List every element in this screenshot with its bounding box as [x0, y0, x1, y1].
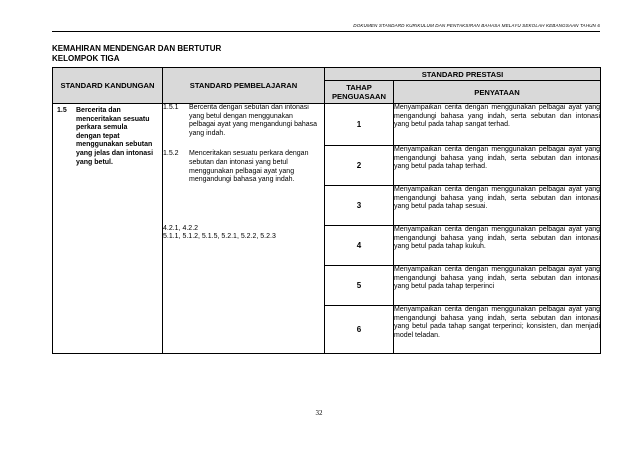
sp-code: 1.5.1	[163, 104, 179, 111]
header-rule	[52, 31, 600, 32]
level-number: 5	[325, 266, 394, 306]
standard-pembelajaran-cell	[163, 104, 325, 354]
level-number: 4	[325, 226, 394, 266]
sp-code: 1.5.2	[163, 150, 179, 158]
level-description: Menyampaikan cerita dengan menggunakan pelbagai ayat yang mengandungi bahasa yang indah, serta sebutan dan intonasi yang betul pada tahap sesuai.	[394, 186, 601, 226]
header-tahap-penguasaan: TAHAP PENGUASAAN	[325, 81, 394, 104]
level-description: Menyampaikan cerita dengan menggunakan pelbagai ayat yang mengandungi bahasa yang indah, serta sebutan dan intonasi yang betul pada tahap sangat terhad.	[394, 104, 601, 146]
document-header: DOKUMEN STANDARD KURIKULUM DAN PENTAKSIRAN BAHASA MELAYU SEKOLAH KEBANGSAAN TAHUN 6	[353, 23, 600, 28]
title-line-2: KELOMPOK TIGA	[52, 54, 120, 63]
references-line-2: 5.1.1, 5.1.2, 5.1.5, 5.2.1, 5.2.2, 5.2.3	[163, 233, 276, 241]
standards-table	[52, 67, 601, 354]
header-standard-kandungan: STANDARD KANDUNGAN	[53, 68, 163, 104]
sp-item	[163, 150, 324, 184]
header-penyataan: PENYATAAN	[394, 81, 601, 104]
header-standard-pembelajaran: STANDARD PEMBELAJARAN	[163, 68, 325, 104]
title-line-1: KEMAHIRAN MENDENGAR DAN BERTUTUR	[52, 44, 222, 53]
sk-text: Bercerita dan menceritakan sesuatu perkara semula dengan tepat menggunakan sebutan yang jelas dan intonasi yang betul.	[76, 107, 154, 166]
sp-text: Bercerita dengan sebutan dan intonasi yang betul dengan menggunakan pelbagai ayat yang mengandungi bahasa yang indah.	[189, 104, 318, 137]
sk-number: 1.5	[57, 107, 67, 114]
page-number: 32	[315, 409, 323, 417]
level-description: Menyampaikan cerita dengan menggunakan pelbagai ayat yang mengandungi bahasa yang indah, serta sebutan dan intonasi yang betul pada tahap terperinci	[394, 266, 601, 306]
sp-item	[163, 104, 324, 138]
level-number: 6	[325, 306, 394, 354]
header-standard-prestasi: STANDARD PRESTASI	[325, 68, 601, 81]
sp-references	[163, 225, 324, 242]
standard-kandungan-cell	[53, 104, 163, 354]
section-title	[52, 44, 221, 64]
level-description: Menyampaikan cerita dengan menggunakan pelbagai ayat yang mengandungi bahasa yang indah, serta sebutan dan intonasi yang betul pada tahap terhad.	[394, 146, 601, 186]
level-number: 3	[325, 186, 394, 226]
level-description: Menyampaikan cerita dengan menggunakan pelbagai ayat yang mengandungi bahasa yang indah, serta sebutan dan intonasi yang betul pada tahap kukuh.	[394, 226, 601, 266]
sp-text: Menceritakan sesuatu perkara dengan sebutan dan intonasi yang betul menggunakan pelbagai ayat yang mengandungi bahasa yang indah.	[189, 150, 309, 184]
level-number: 2	[325, 146, 394, 186]
level-number: 1	[325, 104, 394, 146]
level-description: Menyampaikan cerita dengan menggunakan pelbagai ayat yang mengandungi bahasa yang indah, serta sebutan dan intonasi yang betul pada tahap sangat terperinci; konsisten, dan menjadi model teladan.	[394, 306, 601, 354]
references-line-1: 4.2.1, 4.2.2	[163, 224, 199, 232]
